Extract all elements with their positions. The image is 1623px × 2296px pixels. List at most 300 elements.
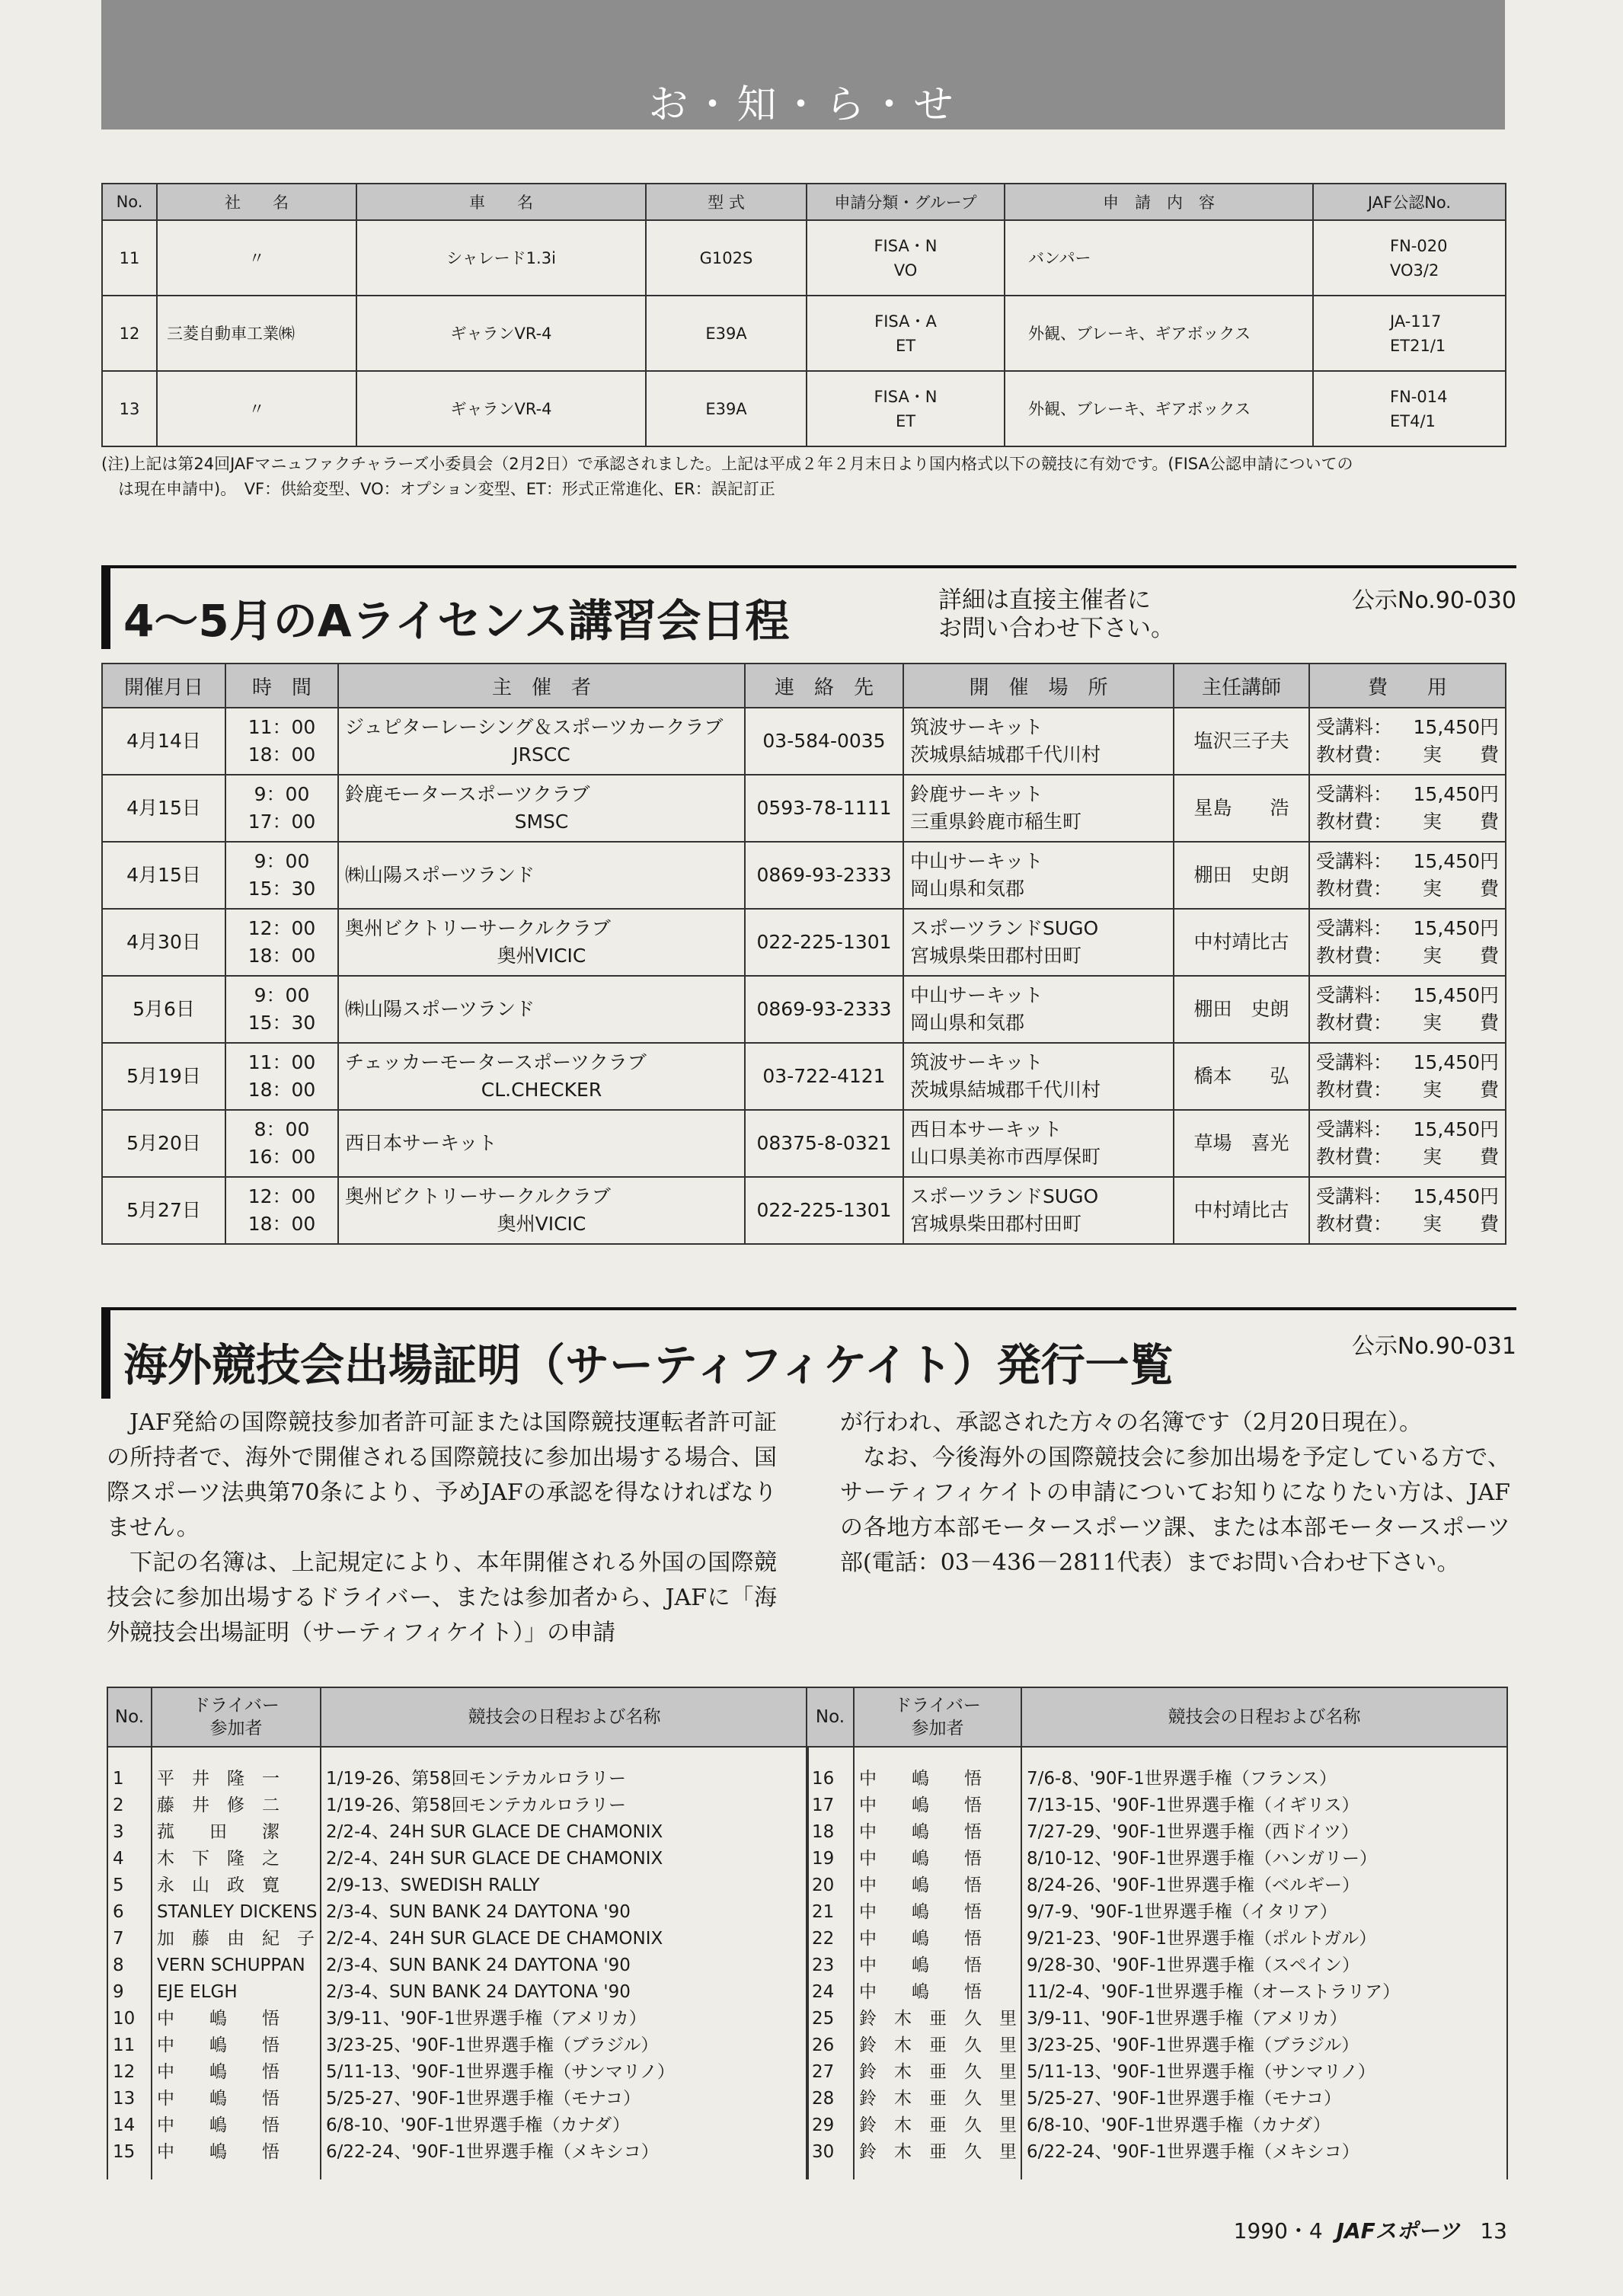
table-row: [807, 1872, 1507, 1899]
table-row: [102, 371, 1506, 446]
organizer-name: ㈱山陽スポーツランド: [345, 998, 535, 1020]
category-line: ET: [895, 411, 916, 430]
table-row: [807, 1979, 1507, 2006]
cell-driver: 鈴 木 亜 久 里: [854, 2006, 1021, 2032]
cell-event: 2/3-4、SUN BANK 24 DAYTONA '90: [321, 1899, 808, 1926]
time-start: 9：00: [254, 783, 310, 805]
col-header-venue: 開 催 場 所: [903, 664, 1174, 708]
cell-no: 28: [807, 2086, 854, 2112]
category-line: ET: [895, 336, 916, 355]
cell-driver: 中 嶋 悟: [854, 1747, 1021, 1792]
cell-time: [225, 775, 338, 842]
fee-amount: 15,450円: [1413, 850, 1499, 872]
venue-name: 筑波サーキット: [910, 1051, 1043, 1073]
table-row: [807, 1926, 1507, 1952]
cell-time: [225, 909, 338, 976]
cell-event: 8/10-12、'90F-1世界選手権（ハンガリー）: [1021, 1846, 1507, 1872]
cell-venue: [903, 1043, 1174, 1110]
cell-venue: [903, 1177, 1174, 1244]
cell-content: バンパー: [1005, 220, 1313, 296]
fee-amount: 15,450円: [1413, 716, 1499, 738]
fee-line: [1316, 982, 1499, 1009]
cell-date: 5月6日: [102, 976, 225, 1043]
table-row: [107, 1872, 808, 1899]
fee-line: [1316, 1076, 1499, 1104]
table-row: [807, 1899, 1507, 1926]
cell-fee: [1309, 1177, 1506, 1244]
fee-amount: 実 費: [1422, 1079, 1499, 1101]
cell-date: 4月30日: [102, 909, 225, 976]
cell-event: 2/2-4、24H SUR GLACE DE CHAMONIX: [321, 1846, 808, 1872]
col-header-no: No.: [107, 1687, 152, 1747]
venue-name: 鈴鹿サーキット: [910, 783, 1043, 805]
jaf-line: ET4/1: [1390, 411, 1436, 430]
cell-driver: 木 下 隆 之: [152, 1846, 321, 1872]
cell-date: 4月15日: [102, 842, 225, 909]
cell-driver: 中 嶋 悟: [152, 2032, 321, 2059]
cell-lecturer: 草場 喜光: [1174, 1110, 1309, 1177]
certificate-table-right: [806, 1687, 1508, 2179]
table-row: [107, 2032, 808, 2059]
cell-driver: 中 嶋 悟: [152, 2059, 321, 2086]
fee-line: [1316, 1183, 1499, 1210]
time-start: 11：00: [248, 1051, 316, 1073]
cell-no: 8: [107, 1952, 152, 1979]
table-row: [807, 1846, 1507, 1872]
col-header-no: No.: [102, 184, 157, 220]
fee-line: [1316, 741, 1499, 769]
fee-line: [1316, 808, 1499, 836]
category-line: FISA・N: [874, 387, 938, 406]
table-row: [107, 1926, 808, 1952]
cell-car: ギャランVR-4: [356, 371, 646, 446]
col-header-driver: [152, 1687, 321, 1747]
col-header-car: 車 名: [356, 184, 646, 220]
cell-event: 6/22-24、'90F-1世界選手権（メキシコ）: [321, 2139, 808, 2179]
cell-event: 9/28-30、'90F-1世界選手権（スペイン）: [1021, 1952, 1507, 1979]
section-bar: [101, 1307, 110, 1399]
col-header-contact: 連 絡 先: [745, 664, 903, 708]
fee-amount: 15,450円: [1413, 1118, 1499, 1140]
cell-lecturer: 中村靖比古: [1174, 1177, 1309, 1244]
cell-date: 5月19日: [102, 1043, 225, 1110]
jaf-line: FN-014: [1390, 387, 1448, 406]
fee-amount: 15,450円: [1413, 1185, 1499, 1207]
cell-date: 5月27日: [102, 1177, 225, 1244]
category-line: FISA・A: [874, 312, 937, 331]
table-row: [107, 1952, 808, 1979]
cell-fee: [1309, 976, 1506, 1043]
paragraph: が行われ、承認された方々の名簿です（2月20日現在）。: [840, 1409, 1423, 1436]
table-row: [107, 2059, 808, 2086]
cell-driver: 鈴 木 亜 久 里: [854, 2086, 1021, 2112]
cell-contact: 08375-8-0321: [745, 1110, 903, 1177]
col-header-date: 開催月日: [102, 664, 225, 708]
cell-no: 18: [807, 1819, 854, 1846]
cell-venue: [903, 909, 1174, 976]
cell-content: 外観、ブレーキ、ギアボックス: [1005, 296, 1313, 371]
organizer-name: 鈴鹿モータースポーツクラブ: [345, 783, 590, 805]
fee-amount: 実 費: [1422, 1213, 1499, 1235]
cell-driver: 中 嶋 悟: [152, 2006, 321, 2032]
cell-driver: 中 嶋 悟: [854, 1819, 1021, 1846]
fee-line: [1316, 1049, 1499, 1076]
cell-driver: 菰 田 潔: [152, 1819, 321, 1846]
cell-no: 15: [107, 2139, 152, 2179]
cell-driver: EJE ELGH: [152, 1979, 321, 2006]
fee-label: 教材費：: [1316, 1213, 1393, 1235]
cell-driver: 中 嶋 悟: [854, 1899, 1021, 1926]
cell-no: 9: [107, 1979, 152, 2006]
cell-event: 3/23-25、'90F-1世界選手権（ブラジル）: [321, 2032, 808, 2059]
cell-driver: 中 嶋 悟: [152, 2139, 321, 2179]
cell-no: 11: [107, 2032, 152, 2059]
cell-company: 〃: [157, 220, 356, 296]
fee-label: 教材費：: [1316, 811, 1393, 833]
fee-label: 受講料：: [1316, 917, 1393, 939]
cell-event: 3/9-11、'90F-1世界選手権（アメリカ）: [321, 2006, 808, 2032]
cell-venue: [903, 1110, 1174, 1177]
time-end: 18：00: [248, 1079, 316, 1101]
jaf-line: FN-020: [1390, 236, 1448, 255]
fee-amount: 実 費: [1422, 811, 1499, 833]
col-header-event: 競技会の日程および名称: [321, 1687, 808, 1747]
cell-venue: [903, 842, 1174, 909]
cell-lecturer: 塩沢三子夫: [1174, 708, 1309, 775]
cell-fee: [1309, 909, 1506, 976]
col-header-category: 申請分類・グループ: [807, 184, 1005, 220]
cell-fee: [1309, 708, 1506, 775]
cell-driver: 永 山 政 寛: [152, 1872, 321, 1899]
header-line: 参加者: [209, 1719, 263, 1738]
section-rule: [101, 565, 1516, 568]
cell-event: 11/2-4、'90F-1世界選手権（オーストラリア）: [1021, 1979, 1507, 2006]
cell-lecturer: 棚田 史朗: [1174, 976, 1309, 1043]
organizer-short: 奥州VICIC: [497, 945, 586, 967]
cell-company: 三菱自動車工業㈱: [157, 296, 356, 371]
cell-time: [225, 1110, 338, 1177]
cell-fee: [1309, 842, 1506, 909]
cell-event: 9/21-23、'90F-1世界選手権（ポルトガル）: [1021, 1926, 1507, 1952]
cell-event: 2/2-4、24H SUR GLACE DE CHAMONIX: [321, 1926, 808, 1952]
table-row: [807, 2112, 1507, 2139]
fee-line: [1316, 781, 1499, 808]
header-line: ドライバー: [193, 1696, 280, 1716]
cell-time: [225, 708, 338, 775]
venue-address: 茨城県結城郡千代川村: [910, 743, 1101, 766]
venue-address: 茨城県結城郡千代川村: [910, 1079, 1101, 1101]
table-row: [807, 2086, 1507, 2112]
time-start: 12：00: [248, 1185, 316, 1207]
cell-lecturer: 中村靖比古: [1174, 909, 1309, 976]
cell-driver: 鈴 木 亜 久 里: [854, 2139, 1021, 2179]
intro-text-left: [107, 1405, 777, 1651]
cell-no: 23: [807, 1952, 854, 1979]
cell-fee: [1309, 775, 1506, 842]
cell-organizer: [338, 775, 745, 842]
time-end: 18：00: [248, 945, 316, 967]
organizer-short: 奥州VICIC: [497, 1213, 586, 1235]
cell-no: 13: [107, 2086, 152, 2112]
cell-event: 7/6-8、'90F-1世界選手権（フランス）: [1021, 1747, 1507, 1792]
table-row: [807, 2006, 1507, 2032]
cell-organizer: [338, 976, 745, 1043]
fee-label: 教材費：: [1316, 743, 1393, 766]
venue-address: 宮城県柴田郡村田町: [910, 945, 1082, 967]
cell-no: 5: [107, 1872, 152, 1899]
cell-type: E39A: [646, 296, 807, 371]
fee-line: [1316, 875, 1499, 903]
col-header-time: 時 間: [225, 664, 338, 708]
cell-no: 17: [807, 1792, 854, 1819]
fee-line: [1316, 1143, 1499, 1171]
cell-no: 11: [102, 220, 157, 296]
fee-label: 受講料：: [1316, 1118, 1393, 1140]
venue-name: 中山サーキット: [910, 984, 1043, 1006]
cell-lecturer: 星島 浩: [1174, 775, 1309, 842]
table-row: [102, 296, 1506, 371]
table-row: [107, 2112, 808, 2139]
overseas-notice-number: 公示No.90-031: [1351, 1333, 1516, 1360]
cell-no: 13: [102, 371, 157, 446]
table-row: [107, 1899, 808, 1926]
col-header-no: No.: [807, 1687, 854, 1747]
cell-event: 8/24-26、'90F-1世界選手権（ベルギー）: [1021, 1872, 1507, 1899]
table-header-row: [102, 664, 1506, 708]
cell-event: 5/25-27、'90F-1世界選手権（モナコ）: [1021, 2086, 1507, 2112]
table-row: [102, 1177, 1506, 1244]
cell-event: 1/19-26、第58回モンテカルロラリー: [321, 1792, 808, 1819]
cell-no: 4: [107, 1846, 152, 1872]
cell-driver: 加 藤 由 紀 子: [152, 1926, 321, 1952]
overseas-section-title: 海外競技会出場証明（サーティフィケイト）発行一覧: [123, 1339, 1174, 1391]
col-header-lecturer: 主任講師: [1174, 664, 1309, 708]
license-schedule-table: [101, 663, 1506, 1245]
jaf-line: JA-117: [1390, 312, 1442, 331]
cell-organizer: [338, 1043, 745, 1110]
fee-label: 受講料：: [1316, 1051, 1393, 1073]
col-header-event: 競技会の日程および名称: [1021, 1687, 1507, 1747]
cell-no: 30: [807, 2139, 854, 2179]
cell-contact: 022-225-1301: [745, 909, 903, 976]
fee-amount: 実 費: [1422, 743, 1499, 766]
fee-amount: 実 費: [1422, 945, 1499, 967]
col-header-driver: [854, 1687, 1021, 1747]
table-row: [102, 909, 1506, 976]
cell-event: 6/8-10、'90F-1世界選手権（カナダ）: [321, 2112, 808, 2139]
cell-no: 2: [107, 1792, 152, 1819]
header-line: 参加者: [911, 1719, 964, 1738]
table-row: [102, 775, 1506, 842]
cell-car: ギャランVR-4: [356, 296, 646, 371]
table-header-row: [107, 1687, 808, 1747]
fee-label: 受講料：: [1316, 1185, 1393, 1207]
cell-content: 外観、ブレーキ、ギアボックス: [1005, 371, 1313, 446]
homologation-note: [101, 452, 1506, 502]
fee-amount: 15,450円: [1413, 783, 1499, 805]
cell-venue: [903, 708, 1174, 775]
page-footer: [1234, 2214, 1507, 2245]
cell-no: 22: [807, 1926, 854, 1952]
fee-line: [1316, 1116, 1499, 1143]
cell-contact: 0593-78-1111: [745, 775, 903, 842]
cell-fee: [1309, 1043, 1506, 1110]
venue-address: 三重県鈴鹿市稲生町: [910, 811, 1082, 833]
cell-category: [807, 296, 1005, 371]
organizer-name: 奥州ビクトリーサークルクラブ: [345, 1185, 611, 1207]
cell-no: 19: [807, 1846, 854, 1872]
table-row: [102, 1110, 1506, 1177]
time-start: 12：00: [248, 917, 316, 939]
license-notice-number: 公示No.90-030: [1351, 587, 1516, 614]
time-start: 9：00: [254, 984, 310, 1006]
col-header-company: 社 名: [157, 184, 356, 220]
table-row: [807, 2032, 1507, 2059]
cell-jaf-no: [1313, 371, 1506, 446]
cell-no: 21: [807, 1899, 854, 1926]
cell-venue: [903, 775, 1174, 842]
table-row: [107, 2139, 808, 2179]
table-row: [107, 2006, 808, 2032]
cell-driver: 中 嶋 悟: [854, 1792, 1021, 1819]
intro-text-right: [840, 1405, 1510, 1581]
table-row: [107, 1846, 808, 1872]
cell-type: E39A: [646, 371, 807, 446]
cell-no: 29: [807, 2112, 854, 2139]
time-end: 18：00: [248, 1213, 316, 1235]
table-row: [807, 1747, 1507, 1792]
cell-contact: 0869-93-2333: [745, 976, 903, 1043]
table-row: [107, 1979, 808, 2006]
fee-label: 教材費：: [1316, 1146, 1393, 1168]
organizer-name: ㈱山陽スポーツランド: [345, 864, 535, 886]
fee-label: 教材費：: [1316, 878, 1393, 900]
cell-time: [225, 1177, 338, 1244]
table-row: [107, 1747, 808, 1792]
organizer-name: チェッカーモータースポーツクラブ: [345, 1051, 647, 1073]
table-header-row: [102, 184, 1506, 220]
cell-contact: 03-584-0035: [745, 708, 903, 775]
fee-line: [1316, 1009, 1499, 1037]
time-start: 8：00: [254, 1118, 310, 1140]
cell-jaf-no: [1313, 296, 1506, 371]
cell-car: シャレード1.3i: [356, 220, 646, 296]
venue-name: 西日本サーキット: [910, 1118, 1062, 1140]
magazine-name: JAFスポーツ: [1336, 2218, 1460, 2243]
time-end: 18：00: [248, 743, 316, 766]
time-end: 15：30: [248, 878, 316, 900]
cell-event: 1/19-26、第58回モンテカルロラリー: [321, 1747, 808, 1792]
table-row: [107, 1792, 808, 1819]
cell-event: 2/9-13、SWEDISH RALLY: [321, 1872, 808, 1899]
section-bar: [101, 565, 110, 649]
cell-no: 6: [107, 1899, 152, 1926]
time-end: 16：00: [248, 1146, 316, 1168]
category-line: FISA・N: [874, 236, 938, 255]
table-header-row: [807, 1687, 1507, 1747]
cell-driver: 中 嶋 悟: [854, 1926, 1021, 1952]
cell-event: 5/11-13、'90F-1世界選手権（サンマリノ）: [1021, 2059, 1507, 2086]
fee-label: 教材費：: [1316, 1079, 1393, 1101]
cell-date: 4月14日: [102, 708, 225, 775]
col-header-jaf-no: JAF公認No.: [1313, 184, 1506, 220]
cell-organizer: [338, 1177, 745, 1244]
fee-label: 受講料：: [1316, 850, 1393, 872]
cell-organizer: [338, 842, 745, 909]
cell-no: 25: [807, 2006, 854, 2032]
fee-amount: 実 費: [1422, 1146, 1499, 1168]
paragraph: JAF発給の国際競技参加者許可証または国際競技運転者許可証の所持者で、海外で開催される国際競技に参加出場する場合、国際スポーツ法典第70条により、予めJAFの承認を得なければなりません。: [107, 1409, 777, 1541]
cell-event: 9/7-9、'90F-1世界選手権（イタリア）: [1021, 1899, 1507, 1926]
table-row: [807, 1952, 1507, 1979]
cell-driver: 中 嶋 悟: [854, 1979, 1021, 2006]
cell-category: [807, 371, 1005, 446]
jaf-line: ET21/1: [1390, 336, 1446, 355]
venue-address: 宮城県柴田郡村田町: [910, 1213, 1082, 1235]
time-start: 9：00: [254, 850, 310, 872]
table-row: [102, 1043, 1506, 1110]
col-header-organizer: 主 催 者: [338, 664, 745, 708]
license-section-title: 4〜5月のAライセンス講習会日程: [123, 595, 790, 647]
cell-no: 12: [102, 296, 157, 371]
fee-amount: 15,450円: [1413, 1051, 1499, 1073]
cell-no: 20: [807, 1872, 854, 1899]
cell-no: 7: [107, 1926, 152, 1952]
certificate-table-left: [107, 1687, 809, 2179]
cell-contact: 0869-93-2333: [745, 842, 903, 909]
cell-event: 3/23-25、'90F-1世界選手権（ブラジル）: [1021, 2032, 1507, 2059]
table-row: [102, 842, 1506, 909]
cell-driver: STANLEY DICKENS: [152, 1899, 321, 1926]
header-line: ドライバー: [894, 1696, 981, 1716]
category-line: VO: [893, 261, 918, 280]
table-row: [807, 2139, 1507, 2179]
cell-company: 〃: [157, 371, 356, 446]
col-header-fee: 費 用: [1309, 664, 1506, 708]
venue-address: 岡山県和気郡: [910, 1012, 1025, 1034]
fee-line: [1316, 848, 1499, 875]
fee-amount: 15,450円: [1413, 984, 1499, 1006]
jaf-line: VO3/2: [1390, 261, 1439, 280]
venue-name: スポーツランドSUGO: [910, 1185, 1099, 1207]
issue-date: 1990・4: [1233, 2218, 1323, 2243]
cell-event: 6/8-10、'90F-1世界選手権（カナダ）: [1021, 2112, 1507, 2139]
cell-organizer: [338, 708, 745, 775]
homologation-table: [101, 183, 1506, 447]
table-row: [807, 2059, 1507, 2086]
cell-fee: [1309, 1110, 1506, 1177]
venue-address: 岡山県和気郡: [910, 878, 1025, 900]
table-row: [807, 1819, 1507, 1846]
cell-event: 2/3-4、SUN BANK 24 DAYTONA '90: [321, 1979, 808, 2006]
cell-driver: 鈴 木 亜 久 里: [854, 2059, 1021, 2086]
cell-no: 12: [107, 2059, 152, 2086]
cell-driver: 平 井 隆 一: [152, 1747, 321, 1792]
note-line-2: は現在申請中)。 VF：供給変型、VO：オプション変型、ET：形式正常進化、ER：誤記訂正: [118, 480, 775, 498]
cell-jaf-no: [1313, 220, 1506, 296]
table-row: [807, 1792, 1507, 1819]
cell-no: 10: [107, 2006, 152, 2032]
fee-label: 教材費：: [1316, 945, 1393, 967]
cell-contact: 022-225-1301: [745, 1177, 903, 1244]
cell-driver: 中 嶋 悟: [854, 1846, 1021, 1872]
cell-lecturer: 棚田 史朗: [1174, 842, 1309, 909]
fee-amount: 実 費: [1422, 1012, 1499, 1034]
cell-driver: 鈴 木 亜 久 里: [854, 2112, 1021, 2139]
time-start: 11：00: [248, 716, 316, 738]
cell-time: [225, 976, 338, 1043]
fee-line: [1316, 915, 1499, 942]
